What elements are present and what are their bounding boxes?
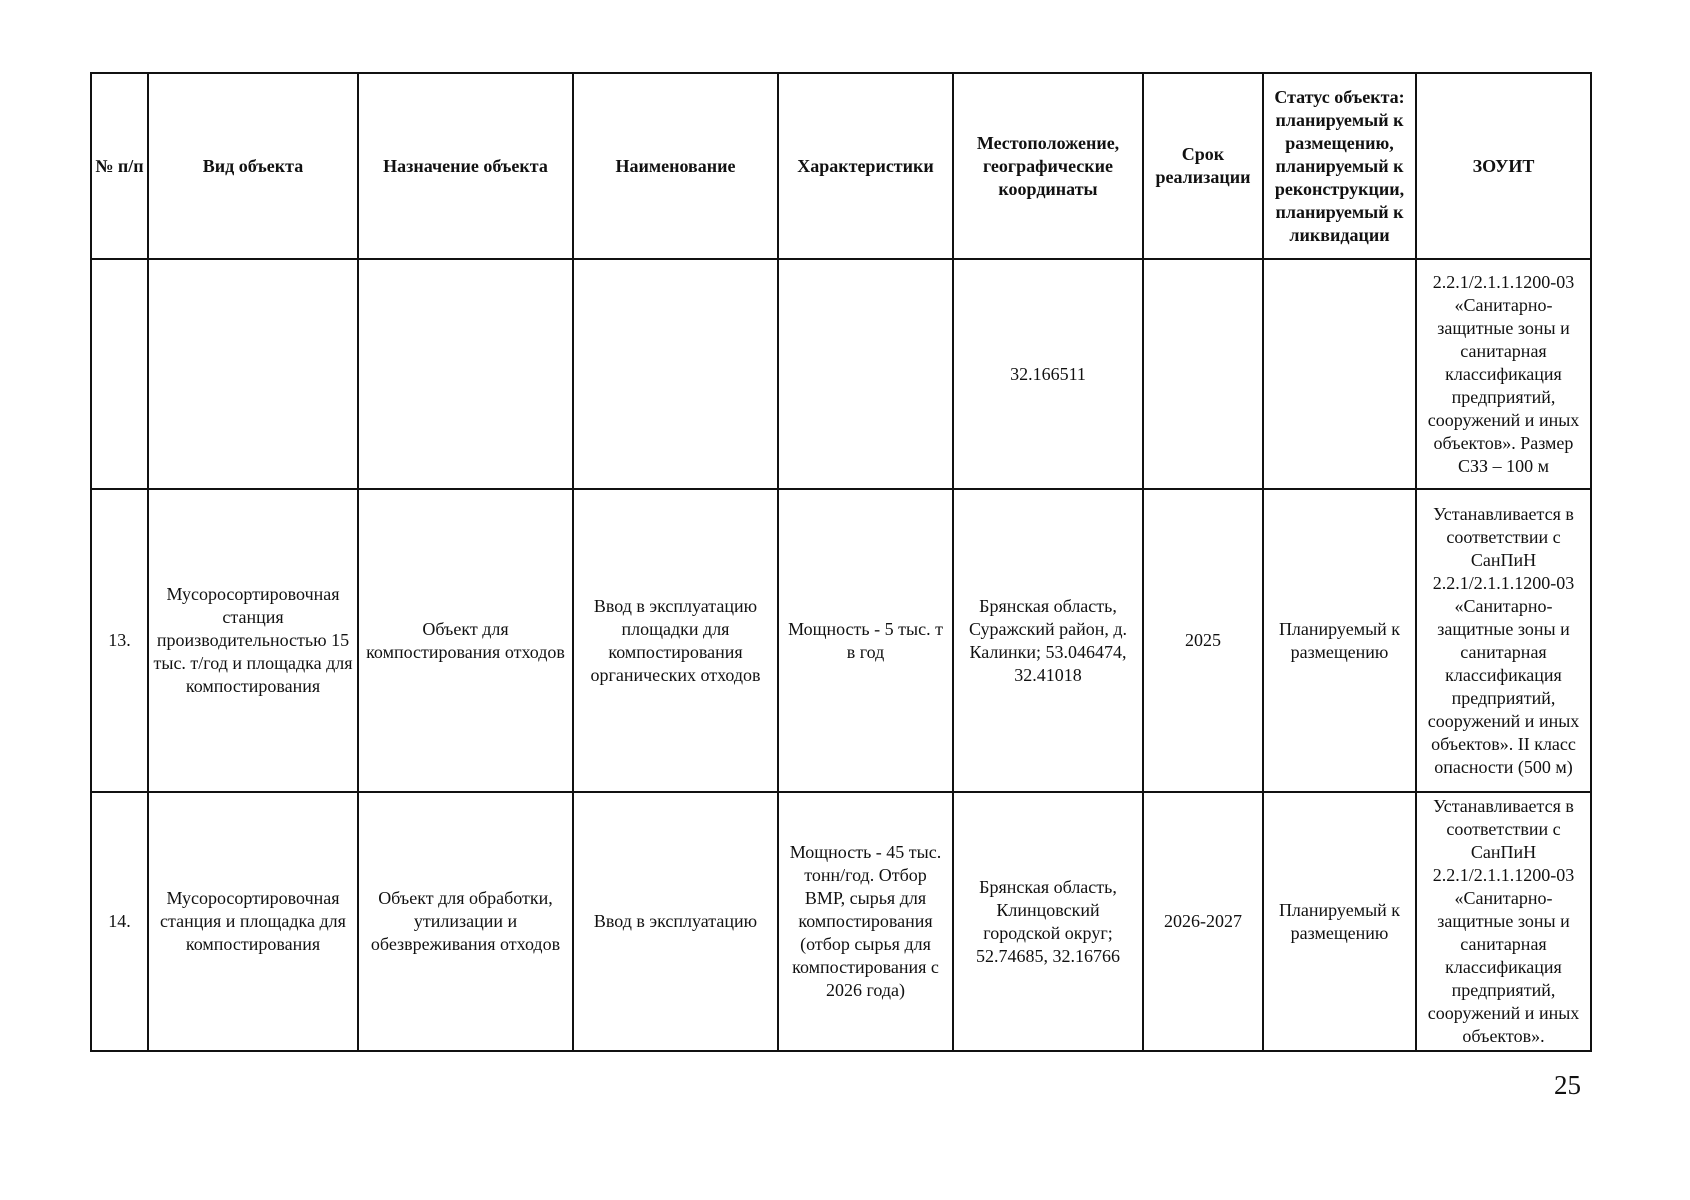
cell-status: Планируемый к размещению [1263,792,1416,1051]
cell-type: Мусоросортировочная станция производительностью 15 тыс. т/год и площадка для компостирования [148,489,358,792]
header-purpose: Назначение объекта [358,73,573,259]
table-row [91,489,1591,792]
cell-location: Брянская область, Суражский район, д. Калинки; 53.046474, 32.41018 [953,489,1143,792]
cell-name: Ввод в эксплуатацию [573,792,778,1051]
cell-specs [778,259,953,489]
cell-status: Планируемый к размещению [1263,489,1416,792]
cell-purpose: Объект для компостирования отходов [358,489,573,792]
cell-purpose [358,259,573,489]
cell-num: 14. [91,792,148,1051]
cell-name: Ввод в эксплуатацию площадки для компостирования органических отходов [573,489,778,792]
header-num: № п/п [91,73,148,259]
header-location: Местоположение, географические координаты [953,73,1143,259]
cell-location: 32.166511 [953,259,1143,489]
cell-term: 2026-2027 [1143,792,1263,1051]
table-row [91,259,1591,489]
header-type: Вид объекта [148,73,358,259]
cell-name [573,259,778,489]
cell-type: Мусоросортировочная станция и площадка для компостирования [148,792,358,1051]
cell-type [148,259,358,489]
header-name: Наименование [573,73,778,259]
header-specs: Характеристики [778,73,953,259]
header-zouit: ЗОУИТ [1416,73,1591,259]
table-header-row [91,73,1591,259]
cell-num: 13. [91,489,148,792]
cell-zouit: Устанавливается в соответствии с СанПиН 2.2.1/2.1.1.1200-03 «Санитарно-защитные зоны и санитарная классификация предприятий, сооружений и иных объектов». [1416,792,1591,1051]
header-term: Срок реализации [1143,73,1263,259]
cell-specs: Мощность - 5 тыс. т в год [778,489,953,792]
cell-location: Брянская область, Клинцовский городской округ; 52.74685, 32.16766 [953,792,1143,1051]
cell-term: 2025 [1143,489,1263,792]
cell-zouit: 2.2.1/2.1.1.1200-03 «Санитарно-защитные зоны и санитарная классификация предприятий, сооружений и иных объектов». Размер СЗЗ – 100 м [1416,259,1591,489]
cell-specs: Мощность - 45 тыс. тонн/год. Отбор ВМР, сырья для компостирования (отбор сырья для компостирования с 2026 года) [778,792,953,1051]
header-status: Статус объекта: планируемый к размещению, планируемый к реконструкции, планируемый к ликвидации [1263,73,1416,259]
table-row [91,792,1591,1051]
cell-zouit: Устанавливается в соответствии с СанПиН 2.2.1/2.1.1.1200-03 «Санитарно-защитные зоны и санитарная классификация предприятий, сооружений и иных объектов». II класс опасности (500 м) [1416,489,1591,792]
cell-term [1143,259,1263,489]
cell-status [1263,259,1416,489]
cell-num [91,259,148,489]
cell-purpose: Объект для обработки, утилизации и обезвреживания отходов [358,792,573,1051]
objects-table [90,72,1592,1052]
page-number: 25 [1554,1070,1581,1100]
